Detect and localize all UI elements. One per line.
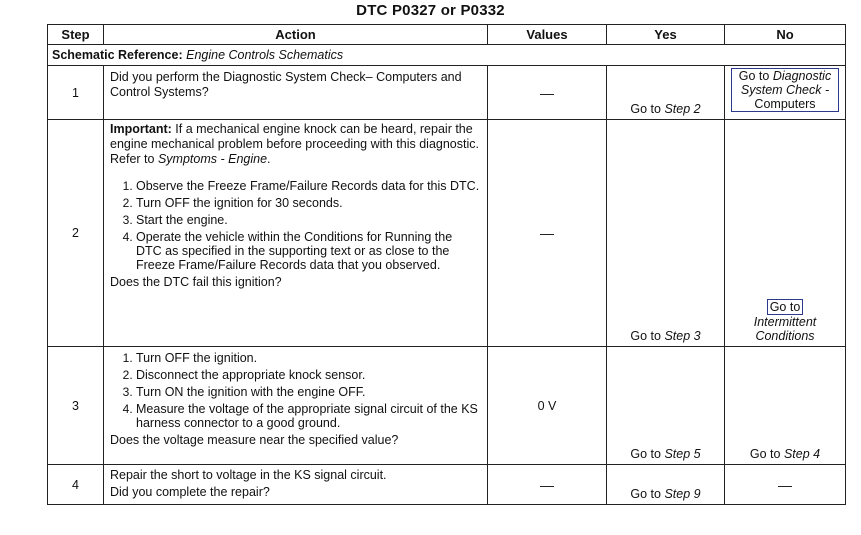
header-values: Values — [488, 25, 607, 45]
no-suffix: Computers — [754, 97, 816, 111]
step-row-1 — [48, 66, 846, 120]
yes-cell — [607, 120, 725, 347]
yes-cell — [607, 66, 725, 120]
yes-link[interactable]: Step 5 — [664, 447, 701, 461]
reference-row — [48, 45, 846, 66]
diagnostic-table — [47, 24, 846, 505]
header-row — [48, 25, 846, 45]
list-item: 4. Operate the vehicle within the Conditions for Running the DTC as specified in the supporting text or as close to the Freeze Frame/Failure Records data that you observed. — [136, 230, 481, 272]
yes-cell — [607, 465, 725, 505]
yes-link[interactable]: Step 3 — [664, 329, 701, 343]
step-row-2 — [48, 120, 846, 347]
action-text-cont: Computers and Control Systems? — [110, 70, 462, 99]
no-line3: Conditions — [755, 329, 815, 343]
header-step: Step — [48, 25, 104, 45]
no-dash: — — [778, 476, 792, 493]
step-question: Does the DTC fail this ignition? — [110, 275, 282, 289]
header-yes: Yes — [607, 25, 725, 45]
reference-link[interactable]: Engine Controls Schematics — [186, 48, 344, 62]
yes-prefix: Go to — [630, 102, 661, 116]
no-cell — [725, 347, 846, 465]
step-value — [488, 120, 607, 347]
no-prefix: Go to — [767, 299, 804, 315]
action-text: Did you perform the Diagnostic System Check — [110, 70, 366, 84]
list-item: 1. Turn OFF the ignition. — [136, 351, 481, 365]
step-row-3 — [48, 347, 846, 465]
list-item: 4. Measure the voltage of the appropriate signal circuit of the KS harness connector to a good ground. — [136, 402, 481, 430]
value-dash: — — [540, 84, 554, 101]
no-prefix: Go to — [749, 447, 781, 461]
no-line2: Intermittent — [753, 315, 817, 329]
no-link[interactable]: Step 4 — [783, 447, 821, 461]
no-cell — [725, 120, 846, 347]
step-action — [104, 66, 488, 120]
step-question: Did you complete the repair? — [110, 485, 270, 499]
step-list — [110, 179, 481, 272]
no-cell — [725, 465, 846, 505]
important-note — [110, 122, 481, 167]
step-value — [488, 465, 607, 505]
schematic-reference — [48, 45, 846, 66]
value-dash: — — [540, 225, 554, 241]
list-item: 2. Disconnect the appropriate knock sensor. — [136, 368, 481, 382]
step-value — [488, 66, 607, 120]
value-dash: — — [540, 476, 554, 493]
yes-link[interactable]: Step 2 — [664, 102, 701, 116]
reference-label: Schematic Reference: — [52, 48, 183, 62]
list-item: 3. Start the engine. — [136, 213, 481, 227]
no-link[interactable] — [754, 299, 817, 343]
important-text: If a mechanical engine knock can be heard, repair the engine mechanical problem before proceeding with this diagnostic. Refer to — [110, 122, 479, 166]
step-number: 2 — [48, 120, 104, 347]
no-link[interactable] — [731, 68, 839, 112]
step-number: 1 — [48, 66, 104, 120]
action-dash: – — [365, 70, 373, 84]
yes-prefix: Go to — [630, 447, 661, 461]
list-item: 3. Turn ON the ignition with the engine OFF. — [136, 385, 481, 399]
step-action — [104, 465, 488, 505]
step-value: 0 V — [488, 347, 607, 465]
yes-link[interactable]: Step 9 — [664, 487, 701, 501]
header-no: No — [725, 25, 846, 45]
step-question: Does the voltage measure near the specified value? — [110, 433, 399, 447]
list-item: 1. Observe the Freeze Frame/Failure Records data for this DTC. — [136, 179, 481, 193]
yes-prefix: Go to — [630, 329, 661, 343]
step-number: 4 — [48, 465, 104, 505]
step-number: 3 — [48, 347, 104, 465]
step-row-4 — [48, 465, 846, 505]
no-prefix: Go to — [738, 69, 770, 83]
list-item: 2. Turn OFF the ignition for 30 seconds. — [136, 196, 481, 210]
important-label: Important: — [110, 122, 172, 136]
action-text: Repair the short to voltage in the KS signal circuit. — [110, 468, 387, 482]
step-list — [110, 351, 481, 430]
no-target: Diagnostic System Check - — [740, 69, 832, 97]
yes-prefix: Go to — [630, 487, 661, 501]
important-end: . — [267, 152, 271, 166]
page-title: DTC P0327 or P0332 — [356, 2, 505, 19]
no-cell — [725, 66, 846, 120]
step-action — [104, 120, 488, 347]
step-action — [104, 347, 488, 465]
yes-cell — [607, 347, 725, 465]
header-action: Action — [104, 25, 488, 45]
important-ref[interactable]: Symptoms - Engine — [157, 152, 268, 166]
